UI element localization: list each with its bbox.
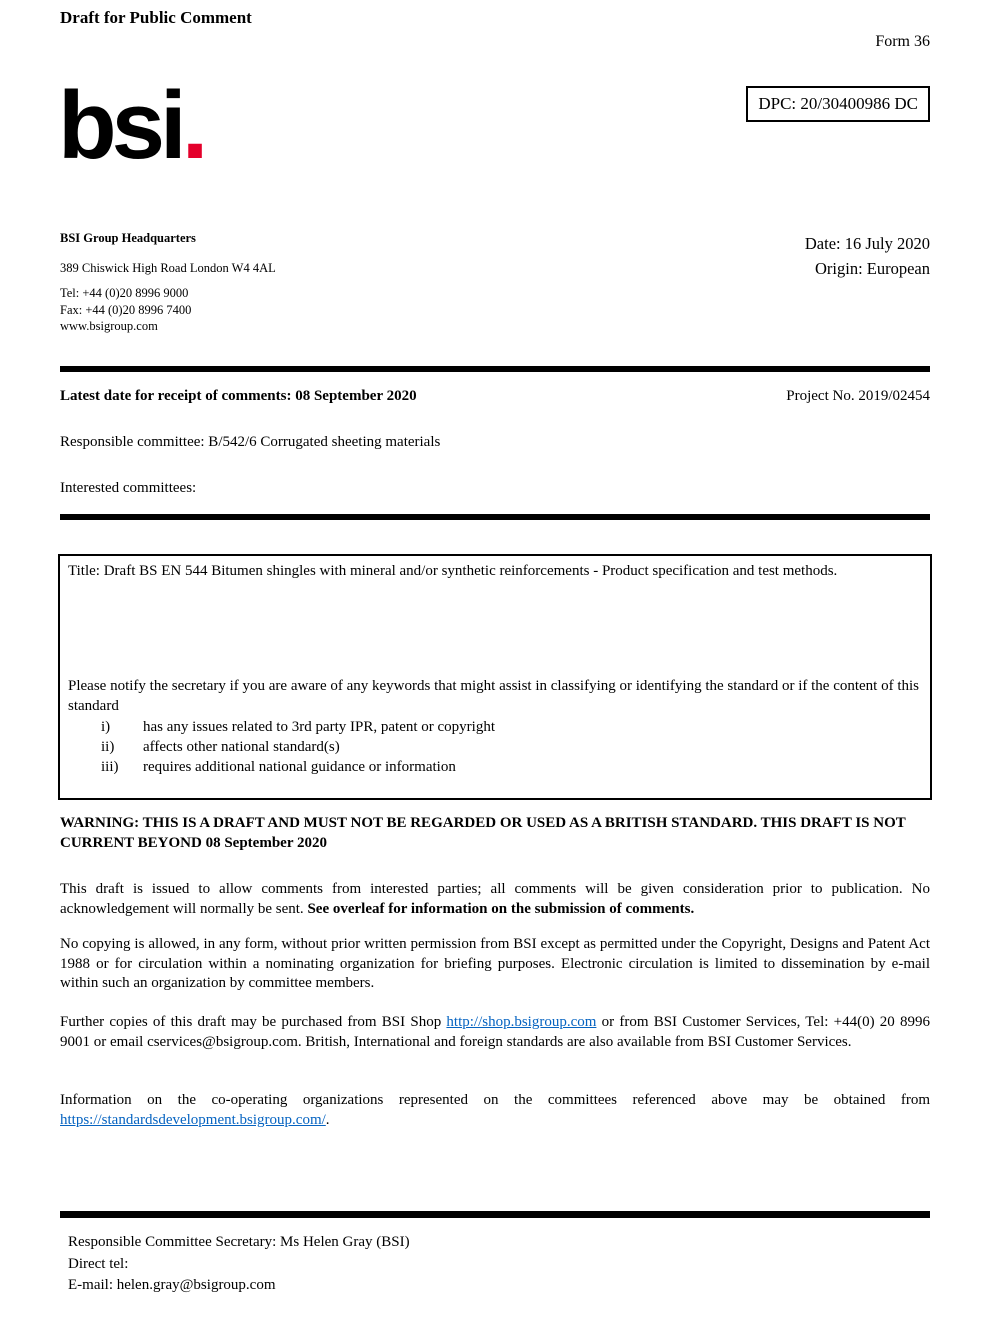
keyword-issues-list	[68, 717, 922, 777]
list-item-number: i)	[101, 719, 111, 735]
date-label: Date: 16 July 2020	[804, 234, 930, 253]
address-tel: Tel: +44 (0)20 8996 9000	[60, 286, 189, 300]
bsi-logo-dot: .	[181, 72, 204, 179]
cooperating-orgs-text: Information on the co-operating organizations represented on the committees referenced above may be obtained from	[60, 1092, 930, 1108]
warning-paragraph: WARNING: THIS IS A DRAFT AND MUST NOT BE REGARDED OR USED AS A BRITISH STANDARD. THIS DRAFT IS NOT CURRENT BEYOND 08 September 2020	[60, 815, 906, 851]
address-street: 389 Chiswick High Road London W4 4AL	[60, 260, 276, 275]
see-overleaf-text: See overleaf for information on the submission of comments.	[307, 900, 695, 917]
title-box	[58, 554, 932, 800]
list-item-text: affects other national standard(s)	[143, 739, 340, 755]
horizontal-rule-bottom	[60, 1211, 930, 1218]
title-text: Title: Draft BS EN 544 Bitumen shingles with mineral and/or synthetic reinforcements - Product specification and test methods.	[68, 563, 838, 579]
horizontal-rule-top	[60, 366, 930, 372]
draft-issued-text: This draft is issued to allow comments from interested parties; all comments will be given consideration prior to publication. No acknowledgement will normally be sent.	[60, 881, 930, 917]
project-number-label: Project No. 2019/02454	[786, 388, 930, 404]
list-item	[68, 757, 922, 777]
no-copying-paragraph: No copying is allowed, in any form, without prior written permission from BSI except as permitted under the Copyright, Designs and Patent Act 1988 or for circulation within a nominating organization for briefing purposes. Electronic circulation is limited to dissemination by e-mail within such an organization by committee members.	[60, 936, 930, 991]
standards-development-link[interactable]: https://standardsdevelopment.bsigroup.com/	[60, 1111, 326, 1128]
list-item-number: iii)	[101, 759, 119, 775]
period-text: .	[325, 1111, 330, 1128]
footer-block	[68, 1232, 410, 1297]
secretary-email-label: E-mail: helen.gray@bsigroup.com	[68, 1277, 276, 1293]
dpc-number-text: DPC: 20/30400986 DC	[758, 94, 918, 113]
form-number-label: Form 36	[875, 33, 930, 50]
bsi-logo	[58, 72, 204, 179]
list-item	[68, 717, 922, 737]
address-website: www.bsigroup.com	[60, 319, 158, 333]
cooperating-orgs-paragraph	[60, 1091, 930, 1130]
address-title: BSI Group Headquarters	[60, 231, 196, 245]
list-item	[68, 737, 922, 757]
list-item-number: ii)	[101, 739, 115, 755]
address-block	[60, 230, 276, 335]
list-item-text: has any issues related to 3rd party IPR, patent or copyright	[143, 719, 496, 735]
notify-secretary-text: Please notify the secretary if you are aware of any keywords that might assist in classifying or identifying the standard or if the content of this standard	[68, 678, 920, 714]
list-item-text: requires additional national guidance or information	[143, 759, 456, 775]
draft-issued-paragraph	[60, 880, 930, 919]
dpc-number-box	[746, 86, 930, 122]
address-fax: Fax: +44 (0)20 8996 7400	[60, 302, 192, 317]
horizontal-rule-middle	[60, 514, 930, 520]
direct-tel-label: Direct tel:	[68, 1255, 129, 1272]
bsi-logo-text: bsi	[58, 72, 182, 179]
further-copies-paragraph	[60, 1013, 930, 1052]
customer-services-text: or from BSI Customer Services, Tel: +44(0) 20 8996 9001 or email cservices@bsigroup.com. British, International and foreign standards are also available from BSI Customer Services.	[60, 1014, 930, 1050]
committee-secretary-label: Responsible Committee Secretary: Ms Helen Gray (BSI)	[68, 1234, 410, 1250]
origin-label: Origin: European	[814, 259, 930, 278]
date-origin-block	[805, 231, 930, 281]
responsible-committee-label: Responsible committee: B/542/6 Corrugated sheeting materials	[60, 434, 441, 450]
draft-for-public-comment-label: Draft for Public Comment	[60, 8, 252, 27]
interested-committees-label: Interested committees:	[60, 480, 197, 496]
further-copies-text: Further copies of this draft may be purchased from BSI Shop	[60, 1014, 447, 1030]
bsi-shop-link[interactable]: http://shop.bsigroup.com	[446, 1014, 597, 1030]
latest-date-label: Latest date for receipt of comments: 08 September 2020	[60, 388, 417, 404]
